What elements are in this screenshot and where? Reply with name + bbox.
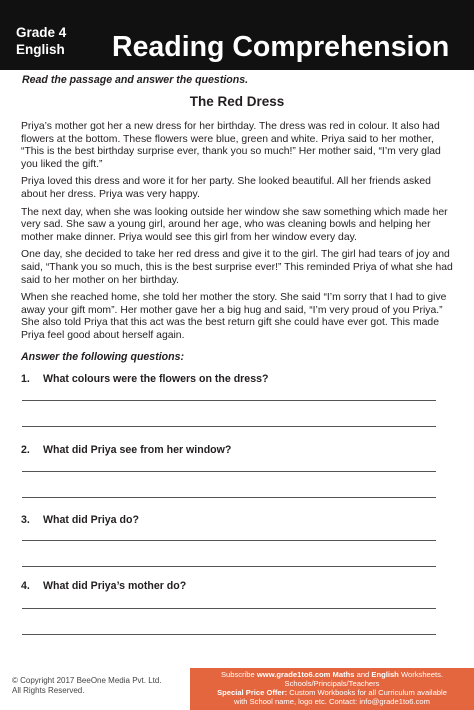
subscribe-prefix: Subscribe: [220, 670, 257, 679]
copyright-block: [0, 668, 190, 710]
question-number: 2.: [21, 444, 30, 456]
rights-text: All Rights Reserved.: [12, 685, 85, 695]
answer-line[interactable]: [22, 400, 436, 401]
answer-line[interactable]: [22, 426, 436, 427]
answer-heading: Answer the following questions:: [21, 351, 185, 363]
subscribe-link[interactable]: www.grade1to6.com Maths: [256, 670, 355, 679]
question-text: What did Priya do?: [43, 514, 139, 526]
question-4: [21, 580, 461, 592]
audience-text: Schools/Principals/Teachers: [284, 679, 380, 688]
subscribe-line: [190, 668, 474, 679]
passage-paragraph: Priya’s mother got her a new dress for her birthday. The dress was red in colour. It also had flowers at the bottom. These flowers were blue, green and white. Priya said to her mother, “This is the best birthday surprise ever, thank you so much!” Her mother said, “I’m very glad you liked the gift.”: [21, 121, 441, 170]
question-2: [21, 444, 461, 456]
reading-passage: [21, 121, 457, 348]
copyright-text: © Copyright 2017 BeeOne Media Pvt. Ltd.: [12, 676, 162, 685]
story-title: The Red Dress: [189, 94, 285, 109]
answer-line[interactable]: [22, 497, 436, 498]
header-bar: [0, 0, 474, 70]
passage-paragraph: The next day, when she was looking outside her window she saw something which made her very sad. She saw a young girl, around her age, who was cleaning bowls and helping her mother make dinner. Priya would see this girl from her window every day.: [21, 206, 448, 243]
question-1: [21, 373, 461, 385]
instructions: Read the passage and answer the questions.: [22, 74, 249, 86]
passage-paragraph: When she reached home, she told her mother the story. She said “I’m sorry that I had to give away your gift mom”. Her mother gave her a big hug and said, “I’m very proud of you Priya.” She also told Priya that this act was the best return gift she could have ever got. This made Priya feel good about herself again.: [21, 292, 447, 341]
question-text: What colours were the flowers on the dress?: [43, 373, 269, 385]
footer: [0, 668, 474, 710]
offer-text: Custom Workbooks for all Curriculum available: [287, 688, 447, 697]
passage-paragraph: Priya loved this dress and wore it for her party. She looked beautiful. All her friends asked about her dress. Priya was very happy.: [21, 176, 431, 200]
question-number: 1.: [21, 373, 30, 385]
subject-text: English: [16, 42, 65, 57]
subscribe-suffix: Worksheets.: [398, 670, 444, 679]
offer-contact[interactable]: with School name, logo etc. Contact: info@grade1to6.com: [234, 697, 430, 706]
question-3: [21, 514, 461, 526]
question-text: What did Priya’s mother do?: [43, 580, 187, 592]
passage-paragraph: One day, she decided to take her red dress and give it to the girl. The girl had tears of joy and said, “Thank you so much, this is the best surprise ever!” This reminded Priya of what she had said to her mother on her birthday.: [21, 249, 453, 286]
page-title: Reading Comprehension: [112, 31, 450, 63]
question-number: 3.: [21, 514, 30, 526]
offer-line: [190, 688, 474, 697]
answer-line[interactable]: [22, 566, 436, 567]
question-number: 4.: [21, 580, 30, 592]
answer-line[interactable]: [22, 634, 436, 635]
answer-line[interactable]: [22, 471, 436, 472]
grade-text: Grade 4: [16, 25, 67, 40]
offer-label: Special Price Offer:: [217, 688, 288, 697]
subscribe-english: English: [371, 670, 399, 679]
question-text: What did Priya see from her window?: [43, 444, 232, 456]
subscribe-and: and: [354, 670, 372, 679]
grade-label: [16, 24, 66, 58]
subscribe-banner: [190, 668, 474, 710]
answer-line[interactable]: [22, 608, 436, 609]
answer-line[interactable]: [22, 540, 436, 541]
